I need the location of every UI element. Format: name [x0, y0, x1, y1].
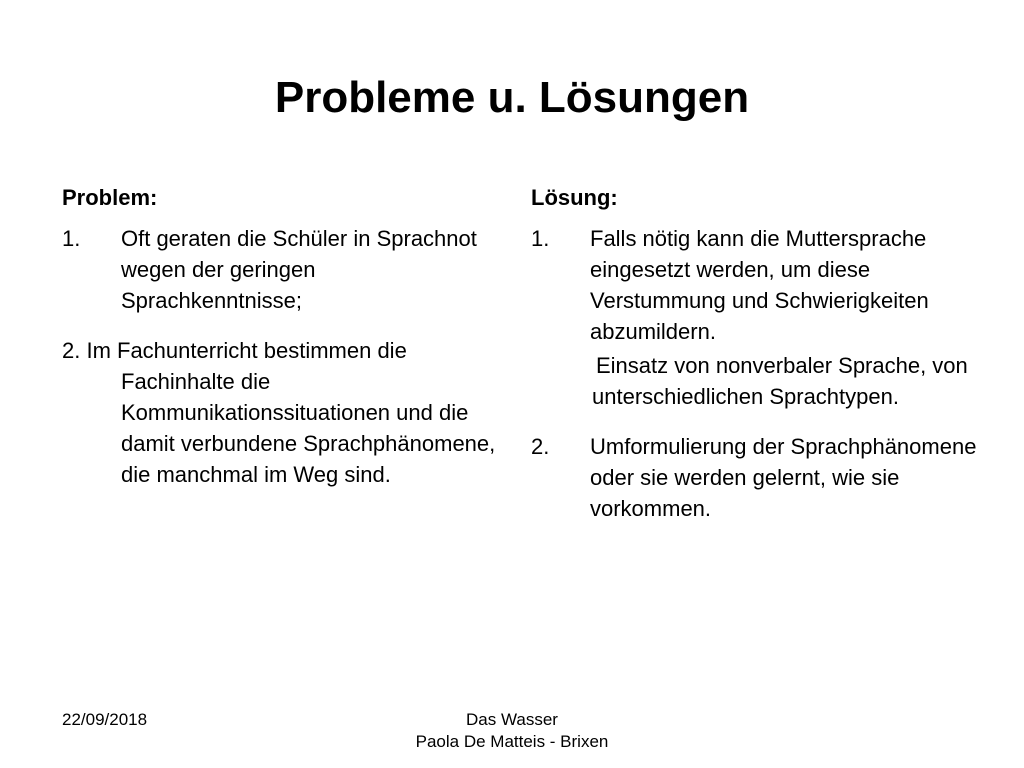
solution-item-1-extra: Einsatz von nonverbaler Sprache, von unterschiedlichen Sprachtypen.	[592, 353, 968, 409]
problem-item-2: 2. Im Fachunterricht bestimmen die Fachinhalte die Kommunikationssituationen und die damit verbundene Sprachphänomene, die manchmal im Weg sind.	[62, 338, 496, 487]
footer-author: Paola De Matteis - Brixen	[415, 732, 609, 751]
problem-heading: Problem:	[62, 185, 158, 210]
problem-item-1	[62, 223, 502, 316]
footer-date: 22/09/2018	[62, 710, 148, 729]
problem-item-1-text: Oft geraten die Schüler in Sprachnot wegen der geringen Sprachkenntnisse;	[121, 226, 477, 313]
problem-column	[62, 182, 502, 490]
footer-info	[0, 709, 1024, 753]
footer-topic: Das Wasser	[466, 710, 558, 729]
solution-heading: Lösung:	[531, 185, 618, 210]
solution-item-1-number: 1.	[531, 226, 550, 251]
slide-title: Probleme u. Lösungen	[274, 73, 750, 122]
solution-item-2-number: 2.	[531, 434, 550, 459]
solution-item-1	[531, 223, 981, 347]
solution-item-1-text: Falls nötig kann die Muttersprache eingesetzt werden, um diese Verstummung und Schwierigkeiten abzumildern.	[590, 226, 929, 344]
solution-item-2	[531, 431, 981, 524]
solution-item-2-text: Umformulierung der Sprachphänomene oder sie werden gelernt, wie sie vorkommen.	[590, 434, 977, 521]
solution-column	[531, 182, 981, 524]
problem-item-1-number: 1.	[62, 226, 81, 251]
